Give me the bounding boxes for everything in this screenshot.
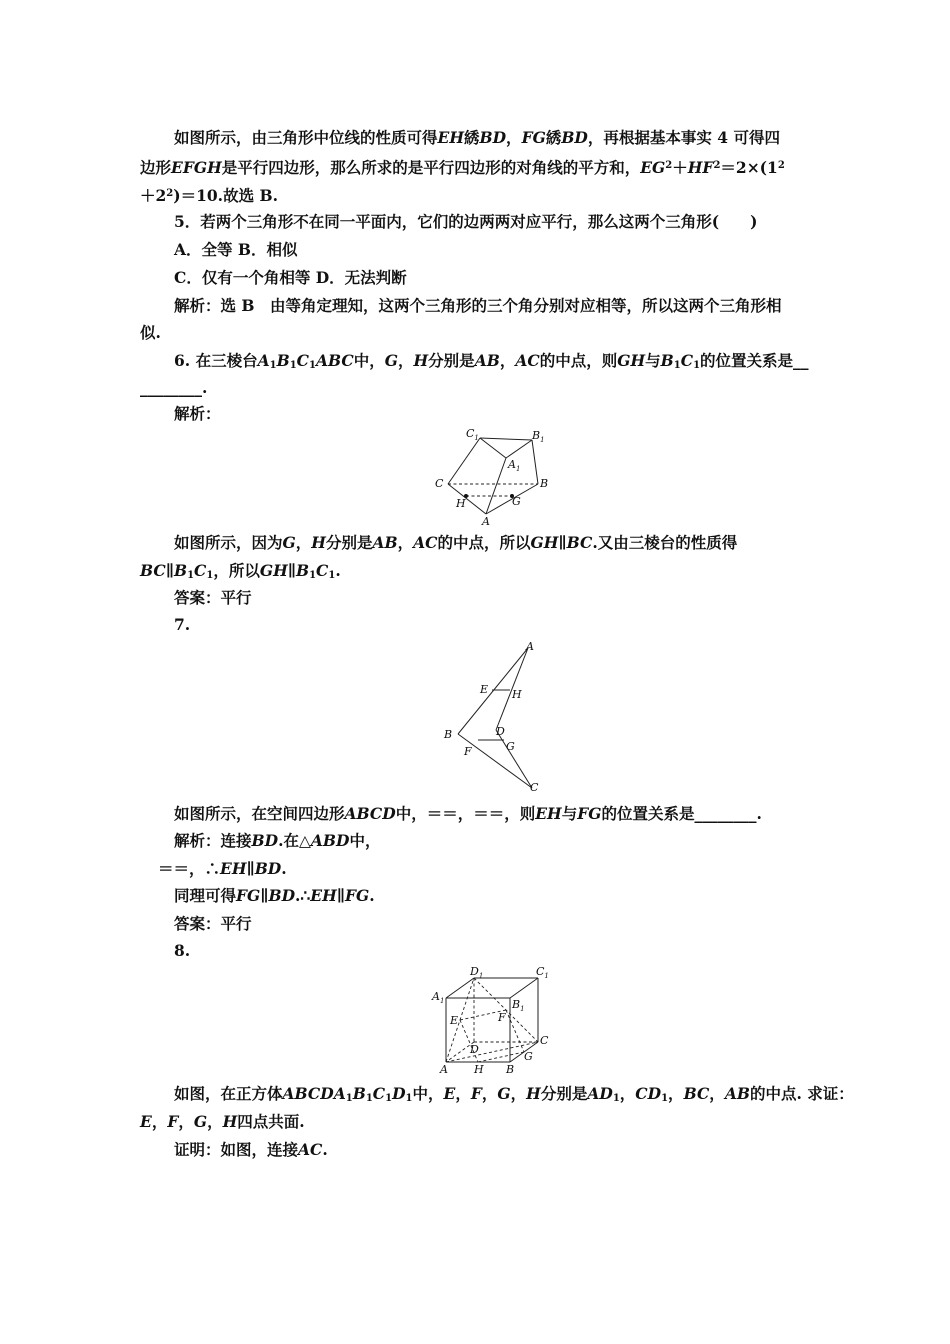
q6-answer: 答案：平行 [174,588,252,607]
text: AC [413,533,438,552]
text: 1 [309,570,317,581]
text: 中， [353,351,385,370]
q7-stem [174,804,846,824]
text: 1 [673,360,681,371]
text: G [193,1112,208,1131]
q6-explanation-line2 [140,561,812,586]
edge-b1c1 [510,978,538,998]
text: ABD [310,831,350,850]
para1-line1 [174,128,846,148]
text: 1 [405,1093,413,1104]
text: BD [479,128,507,147]
label-h: H [474,1063,484,1076]
text: BC [683,1084,710,1103]
text: 1 [345,1093,353,1104]
text: 中， [412,1084,444,1103]
text: ， [151,1112,168,1131]
edge-c1c [448,438,480,484]
text: BD [254,859,282,878]
edge-b1a1 [506,440,532,458]
text: AD [587,1084,613,1103]
label-a1: $A_1$ [432,990,445,1005]
text: 2 [777,160,785,171]
text: EH [437,128,464,147]
text: 1 [661,1093,669,1104]
text: 如图所示，由三角形中位线的性质可得 [174,128,438,147]
text: .又由三棱台的性质得 [592,533,738,552]
text: ＝＝，∴ [158,859,221,878]
text: 1 [612,1093,620,1104]
text: B [295,561,310,580]
text: B [276,351,290,370]
text: 2 [166,188,174,199]
text: ， [506,128,522,147]
text: ＋ [672,158,688,177]
label-g: G [506,740,515,753]
text: ， [510,1084,527,1103]
text: ， [709,1084,725,1103]
text: . [322,1140,328,1159]
text: 2 [665,160,673,171]
q6-stem [174,351,846,376]
text: ， [481,1084,498,1103]
text: FG [577,804,602,823]
edge-c1b1 [480,438,532,440]
text: BD [268,886,296,905]
label-a: A [440,1063,448,1076]
text: ，再根据基本事实 4 可得四 [587,128,780,147]
label-a1: $A_1$ [508,458,521,473]
text: 1 [206,570,214,581]
text: AC [298,1140,323,1159]
label-g: G [524,1050,533,1063]
label-b1: $B_1$ [512,998,525,1013]
text: GH [259,561,288,580]
text: 1 [328,570,336,581]
q7-answer: 答案：平行 [174,914,252,933]
text: AC [515,351,540,370]
text: EH [535,804,562,823]
text: 如图所示，在空间四边形 [174,804,345,823]
q7-step2 [174,886,846,906]
text: ， [398,351,414,370]
text: ， [295,533,312,552]
text: C [296,351,309,370]
label-d: D [496,725,505,738]
text: 分别是 [325,533,373,552]
text: 分别是 [540,1084,588,1103]
text: B [660,351,674,370]
text: GH [617,351,646,370]
edge-a1a [486,458,506,514]
text: 是平行四边形，那么所求的是平行四边形的对角线的平方和， [221,158,641,177]
text: 6. 在三棱台 [174,351,258,370]
text: ， [619,1084,636,1103]
label-b: B [444,728,453,741]
text: ABCD [344,804,396,823]
label-a: A [482,515,490,528]
text: C [680,351,694,370]
text: H [526,1084,541,1103]
label-c: C [530,781,539,794]
label-c1: $C_1$ [466,427,479,442]
text: 与 [645,351,661,370]
label-d: D [470,1043,479,1056]
label-f: F [464,745,472,758]
edge-c1a1 [480,438,506,458]
text: ， [397,533,414,552]
label-h: H [512,688,522,701]
q8-stem-line2 [140,1112,812,1132]
edge-bc [458,734,532,788]
q6-stem-line2: ________. [140,378,208,397]
q5-options-cd: C．仅有一个角相等 D．无法判断 [174,268,407,287]
text: 1 [187,570,195,581]
text: A [257,351,270,370]
label-g: G [512,495,521,508]
text: 分别是 [428,351,475,370]
q7-space-quadrilateral-figure [440,638,550,798]
text: 的中点，所以 [437,533,531,552]
text: BD [561,128,588,147]
text: 证明：如图，连接 [174,1140,299,1159]
text: 中， [349,831,381,850]
text: 中，＝＝，＝＝，则 [395,804,536,823]
text: . [281,859,287,878]
text: GH [530,533,559,552]
text: . [369,886,375,905]
text: ， [668,1084,684,1103]
text: ∥ [287,561,296,580]
para1-line3 [140,184,812,206]
q8-stem [174,1084,854,1109]
label-b: B [540,477,549,490]
text: 的位置关系是__ [700,351,809,370]
q6-explanation-line1 [174,533,846,553]
label-c: C [435,477,444,490]
label-h: H [456,497,466,510]
text: 1 [269,360,277,371]
text: H [311,533,326,552]
text: H [222,1112,238,1131]
q8-number: 8. [174,941,191,960]
text: 1 [365,1093,373,1104]
text: 与 [561,804,578,823]
text: C [194,561,207,580]
label-a: A [526,640,534,653]
text: FG [236,886,261,905]
label-c1: $C_1$ [536,965,549,980]
text: 1 [309,360,316,371]
text: D [392,1084,406,1103]
text: FG [521,128,546,147]
text: 的中点. 求证： [749,1084,854,1103]
text: 解析：连接 [174,831,252,850]
text: C [316,561,329,580]
label-e: E [450,1014,459,1027]
q6-analysis-label: 解析： [174,404,221,423]
text: ， [178,1112,194,1131]
text: 如图，在正方体 [174,1084,283,1103]
text: G [497,1084,511,1103]
text: . [335,561,341,580]
q5-stem: 5．若两个三角形不在同一平面内，它们的边两两对应平行，那么这两个三角形( ) [174,212,758,231]
text: ＋2 [140,186,167,205]
text: AB [474,351,500,370]
text: ＝2×(1 [720,158,778,177]
q7-number: 7. [174,615,191,634]
text: BD [251,831,279,850]
text: 的位置关系是________. [601,804,762,823]
label-d1: $D_1$ [470,965,484,980]
text: E [140,1112,152,1131]
text: 四点共面. [237,1112,305,1131]
q8-proof [174,1140,846,1160]
text: ， [207,1112,223,1131]
text: E [443,1084,456,1103]
text: ABCDA [282,1084,346,1103]
label-c: C [540,1034,549,1047]
text: B [352,1084,366,1103]
text: ∥ [336,886,345,905]
text: ， [455,1084,471,1103]
text: 如图所示，因为 [174,533,283,552]
text: .∴ [295,886,311,905]
text: 綉 [463,128,480,147]
text: ∥ [246,859,255,878]
text: ， [499,351,516,370]
edge-ca [448,484,486,514]
text: BC [566,533,593,552]
text: )＝10.故选 B. [173,186,278,205]
text: EH [220,859,247,878]
label-b1: $B_1$ [532,429,545,444]
edge-b1b [532,440,538,484]
text: C [372,1084,386,1103]
text: 1 [289,360,297,371]
q7-step1 [158,859,830,879]
q5-analysis-line2: 似. [140,323,161,342]
text: EFGH [171,158,222,177]
q7-analysis [174,831,846,851]
edge-dc [496,730,532,788]
text: F [167,1112,179,1131]
text: .在△ [278,831,311,850]
label-f: F [498,1011,506,1024]
text: 1 [385,1093,393,1104]
q6-frustum-figure [428,424,552,528]
text: EG [640,158,666,177]
text: ABC [315,351,354,370]
para1-line2 [140,156,812,178]
text: EH [310,886,337,905]
text: HF [687,158,714,177]
text: F [470,1084,482,1103]
text: ∥ [558,533,567,552]
text: 綉 [545,128,562,147]
text: AB [724,1084,750,1103]
text: FG [344,886,370,905]
text: 2 [713,160,721,171]
q8-cube-figure [430,964,555,1076]
q5-analysis-line1: 解析：选 B 由等角定理知，这两个三角形的三个角分别对应相等，所以这两个三角形相 [174,296,782,315]
segment-fg [506,1010,524,1052]
text: G [384,351,398,370]
q5-options-ab: A．全等 B．相似 [174,240,298,259]
edge-d1a1 [446,978,474,998]
text: CD [635,1084,662,1103]
text: ∥ [165,561,174,580]
text: 同理可得 [174,886,237,905]
text: ∥ [260,886,269,905]
text: AB [372,533,398,552]
text: 1 [693,360,701,371]
label-e: E [480,683,489,696]
text: ，所以 [213,561,260,580]
text: H [413,351,429,370]
text: G [282,533,296,552]
label-b: B [506,1063,515,1076]
text: 的中点，则 [539,351,618,370]
text: BC [140,561,166,580]
text: B [173,561,188,580]
text: 边形 [140,158,172,177]
